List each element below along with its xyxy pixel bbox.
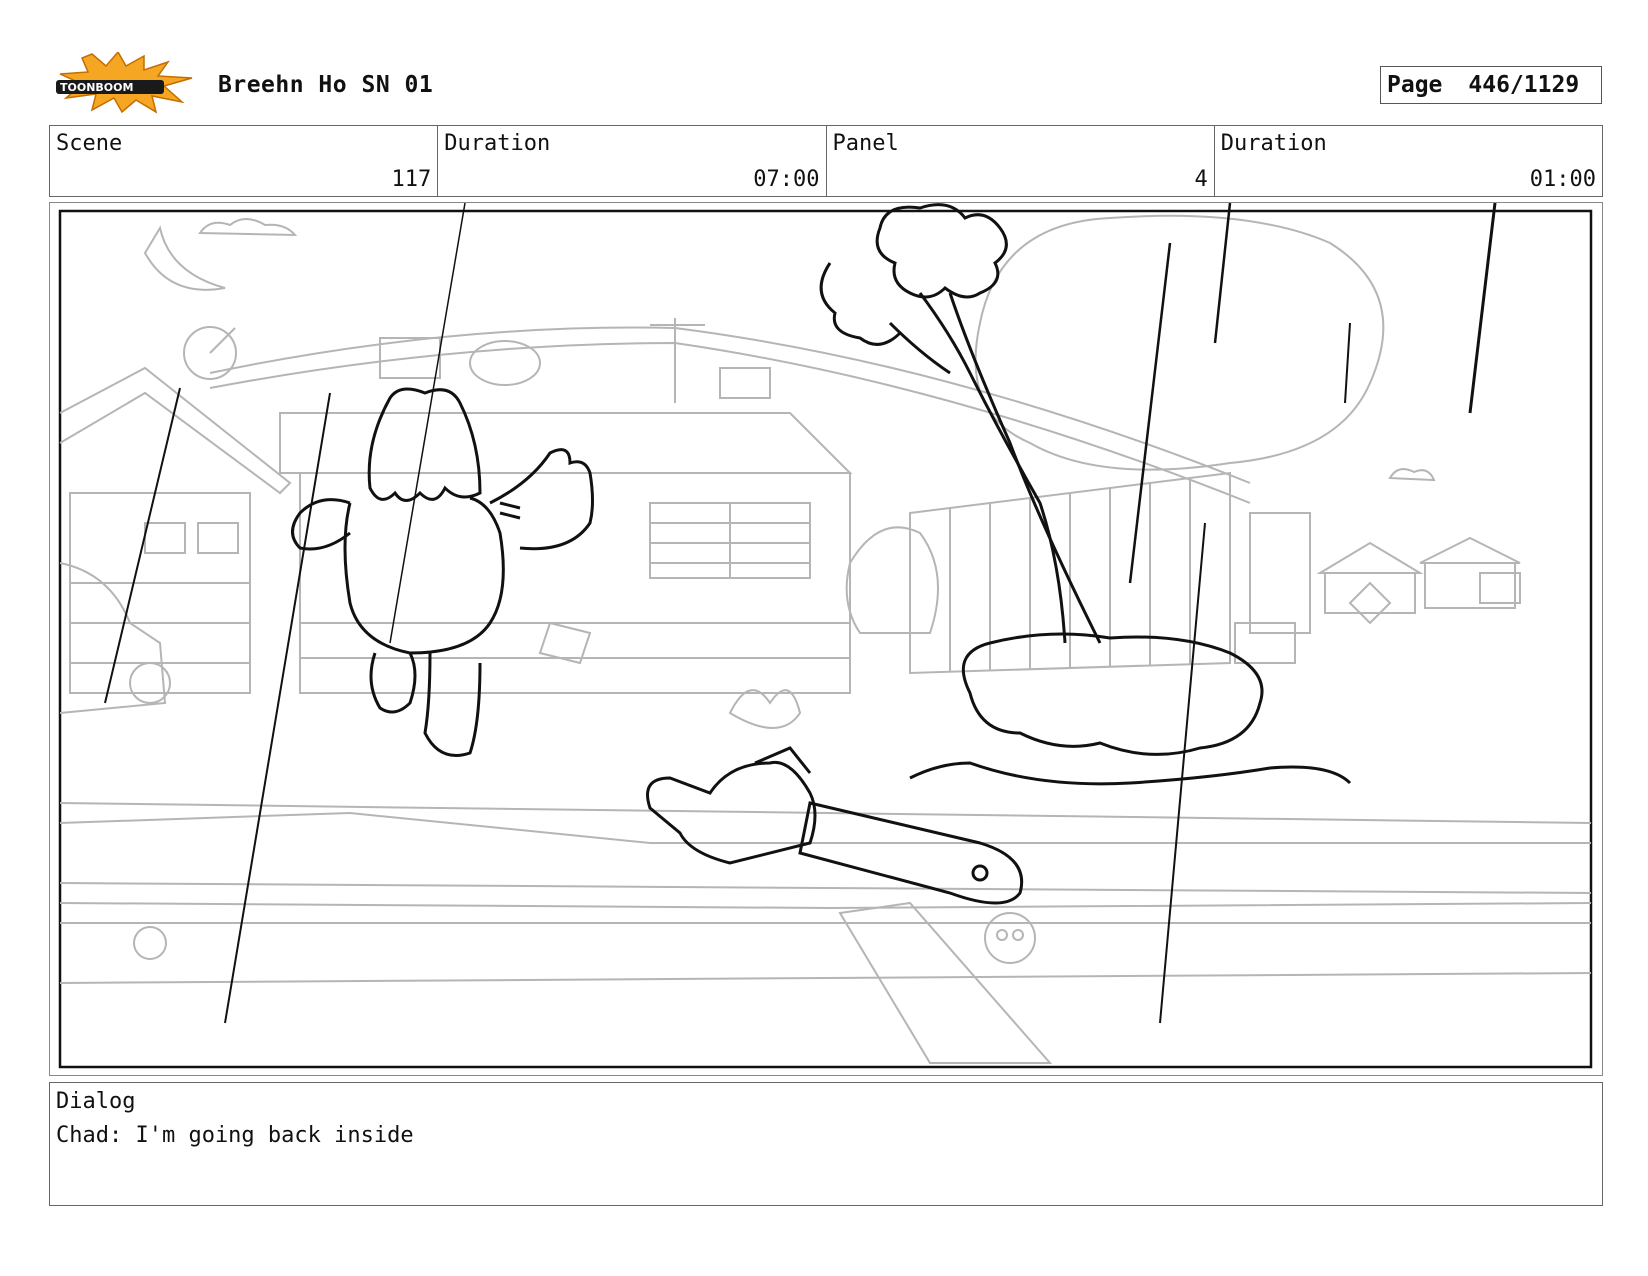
toonboom-logo <box>52 52 198 114</box>
logo-text: TOONBOOM <box>60 81 134 94</box>
dialog-text: Chad: I'm going back inside <box>56 1123 414 1148</box>
scene-duration-label: Duration <box>444 131 551 156</box>
panel-value: 4 <box>1194 167 1208 192</box>
dialog-box <box>49 1082 1603 1206</box>
storyboard-title: Breehn Ho SN 01 <box>218 72 434 98</box>
page-indicator <box>1380 66 1602 104</box>
page-label: Page <box>1387 72 1443 98</box>
panel-info-bar <box>49 125 1603 197</box>
scene-duration-cell <box>438 126 826 196</box>
scene-value: 117 <box>391 167 432 192</box>
scene-cell <box>50 126 438 196</box>
panel-label: Panel <box>832 131 899 156</box>
panel-duration-value: 01:00 <box>1529 167 1596 192</box>
scene-label: Scene <box>56 131 123 156</box>
panel-duration-cell <box>1215 126 1602 196</box>
panel-cell <box>827 126 1215 196</box>
page-value: 446/1129 <box>1468 72 1580 98</box>
panel-duration-label: Duration <box>1220 131 1327 156</box>
storyboard-panel <box>49 202 1603 1076</box>
scene-duration-value: 07:00 <box>753 167 820 192</box>
dialog-label: Dialog <box>56 1089 136 1114</box>
panel-artwork <box>50 203 1601 1074</box>
